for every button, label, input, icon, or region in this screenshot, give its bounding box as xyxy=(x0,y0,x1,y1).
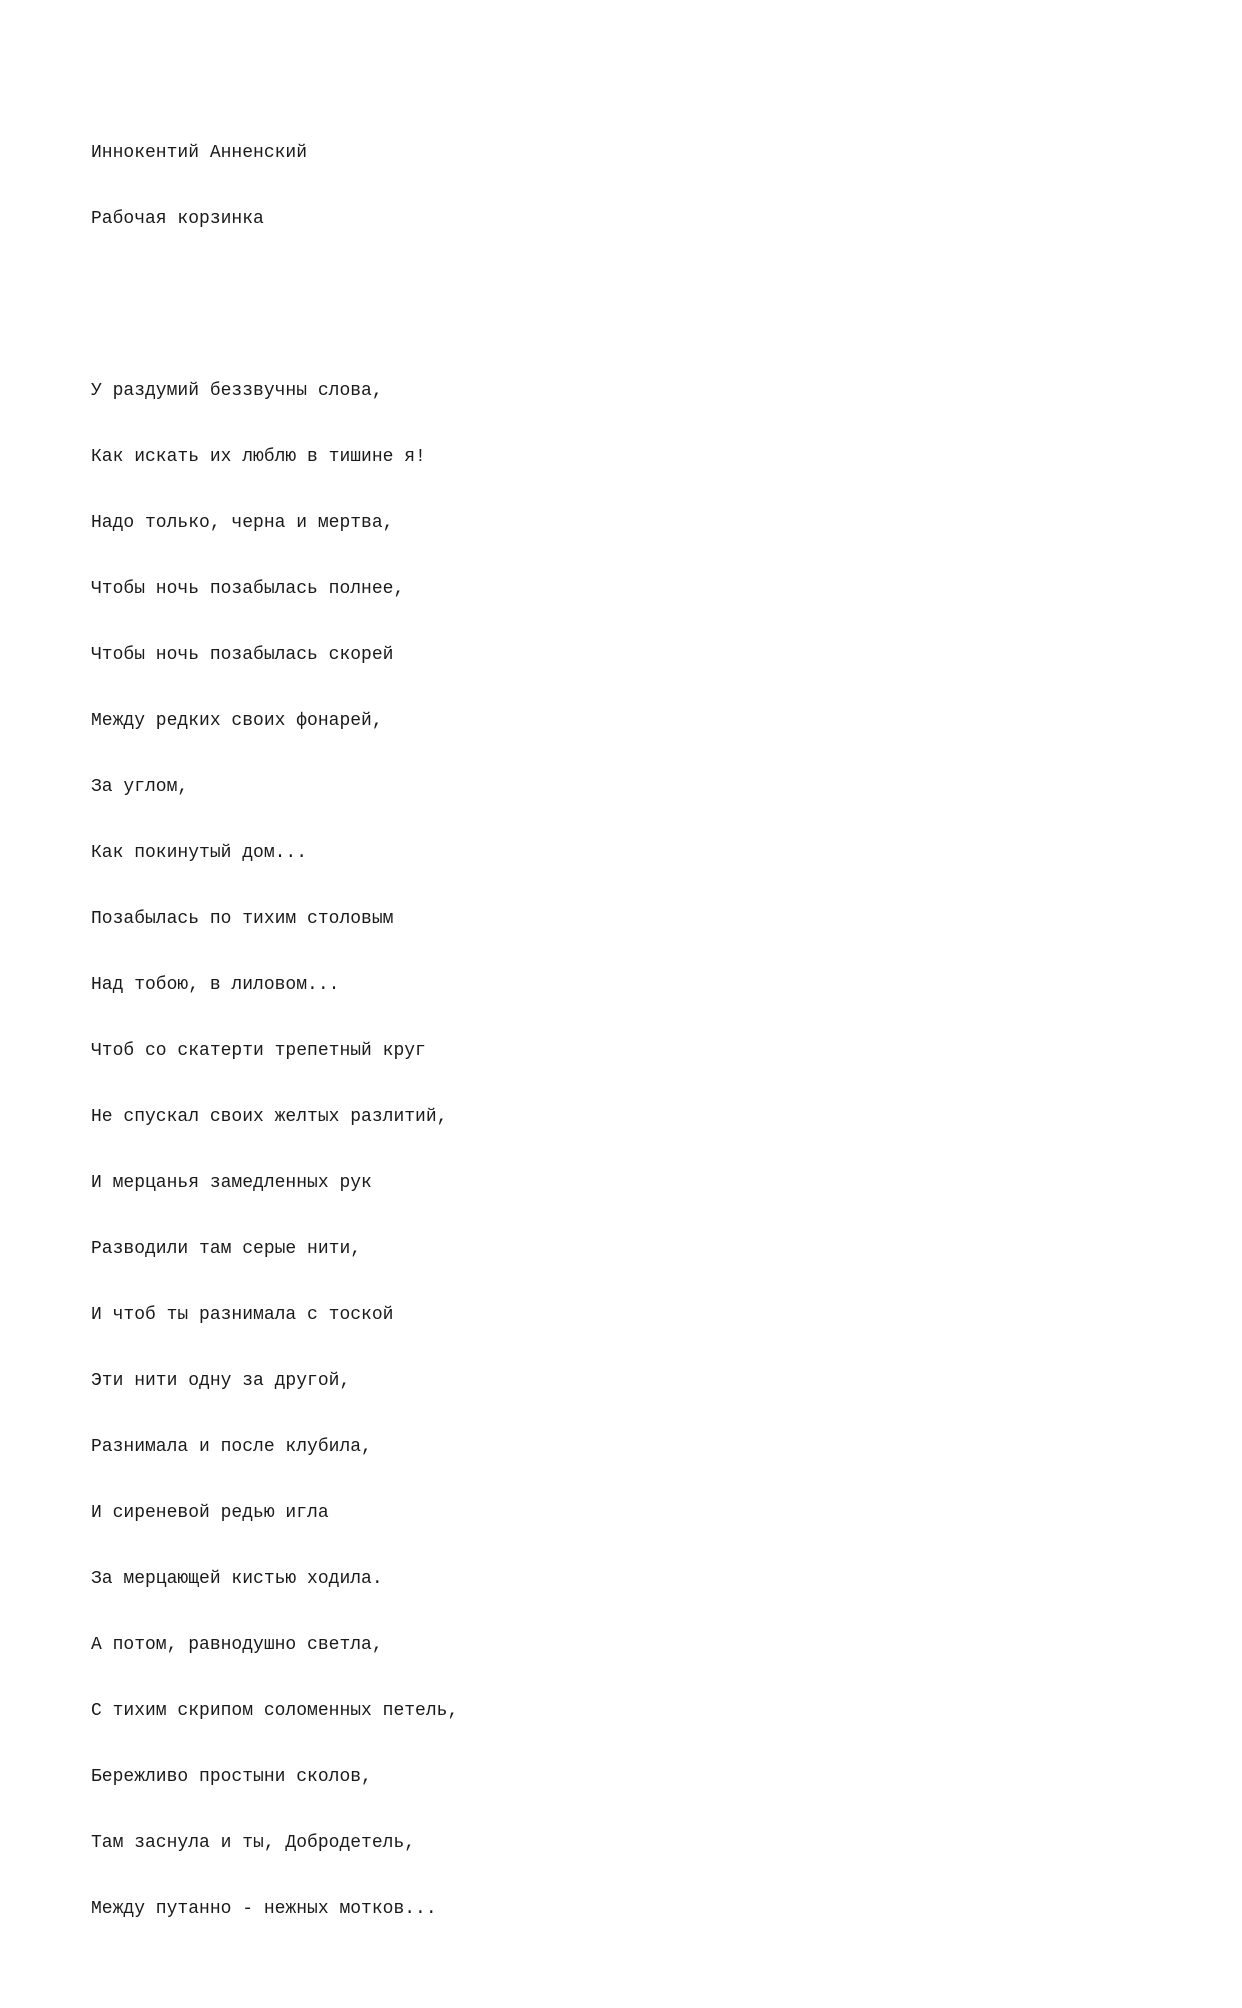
poem-line: Между путанно - нежных мотков... xyxy=(91,1899,437,1919)
poem-line: Надо только, черна и мертва, xyxy=(91,513,394,533)
poem-text-block xyxy=(91,98,458,2008)
poem-line: Чтобы ночь позабылась скорей xyxy=(91,645,394,665)
poem-line: Чтобы ночь позабылась полнее, xyxy=(91,579,405,599)
poem-line: И сиреневой редью игла xyxy=(91,1503,329,1523)
poem-body xyxy=(91,336,458,1964)
poem-line: За углом, xyxy=(91,777,189,797)
poem-line: И мерцанья замедленных рук xyxy=(91,1173,372,1193)
author-name: Иннокентий Анненский xyxy=(91,143,308,163)
poem-line: У раздумий беззвучны слова, xyxy=(91,381,383,401)
poem-title: Рабочая корзинка xyxy=(91,209,264,229)
poem-line: Между редких своих фонарей, xyxy=(91,711,383,731)
poem-line: Там заснула и ты, Добродетель, xyxy=(91,1833,416,1853)
poem-line: И чтоб ты разнимала с тоской xyxy=(91,1305,394,1325)
poem-line: Позабылась по тихим столовым xyxy=(91,909,394,929)
poem-line: Как искать их люблю в тишине я! xyxy=(91,447,426,467)
poem-line: Над тобою, в лиловом... xyxy=(91,975,340,995)
poem-line: А потом, равнодушно светла, xyxy=(91,1635,383,1655)
poem-line: Бережливо простыни сколов, xyxy=(91,1767,372,1787)
poem-line: Эти нити одну за другой, xyxy=(91,1371,351,1391)
poem-line: За мерцающей кистью ходила. xyxy=(91,1569,383,1589)
poem-line: Как покинутый дом... xyxy=(91,843,308,863)
poem-line: Разнимала и после клубила, xyxy=(91,1437,372,1457)
poem-line: Разводили там серые нити, xyxy=(91,1239,362,1259)
poem-line: С тихим скрипом соломенных петель, xyxy=(91,1701,459,1721)
poem-line: Чтоб со скатерти трепетный круг xyxy=(91,1041,426,1061)
title-gap xyxy=(91,274,458,292)
poem-line: Не спускал своих желтых разлитий, xyxy=(91,1107,448,1127)
